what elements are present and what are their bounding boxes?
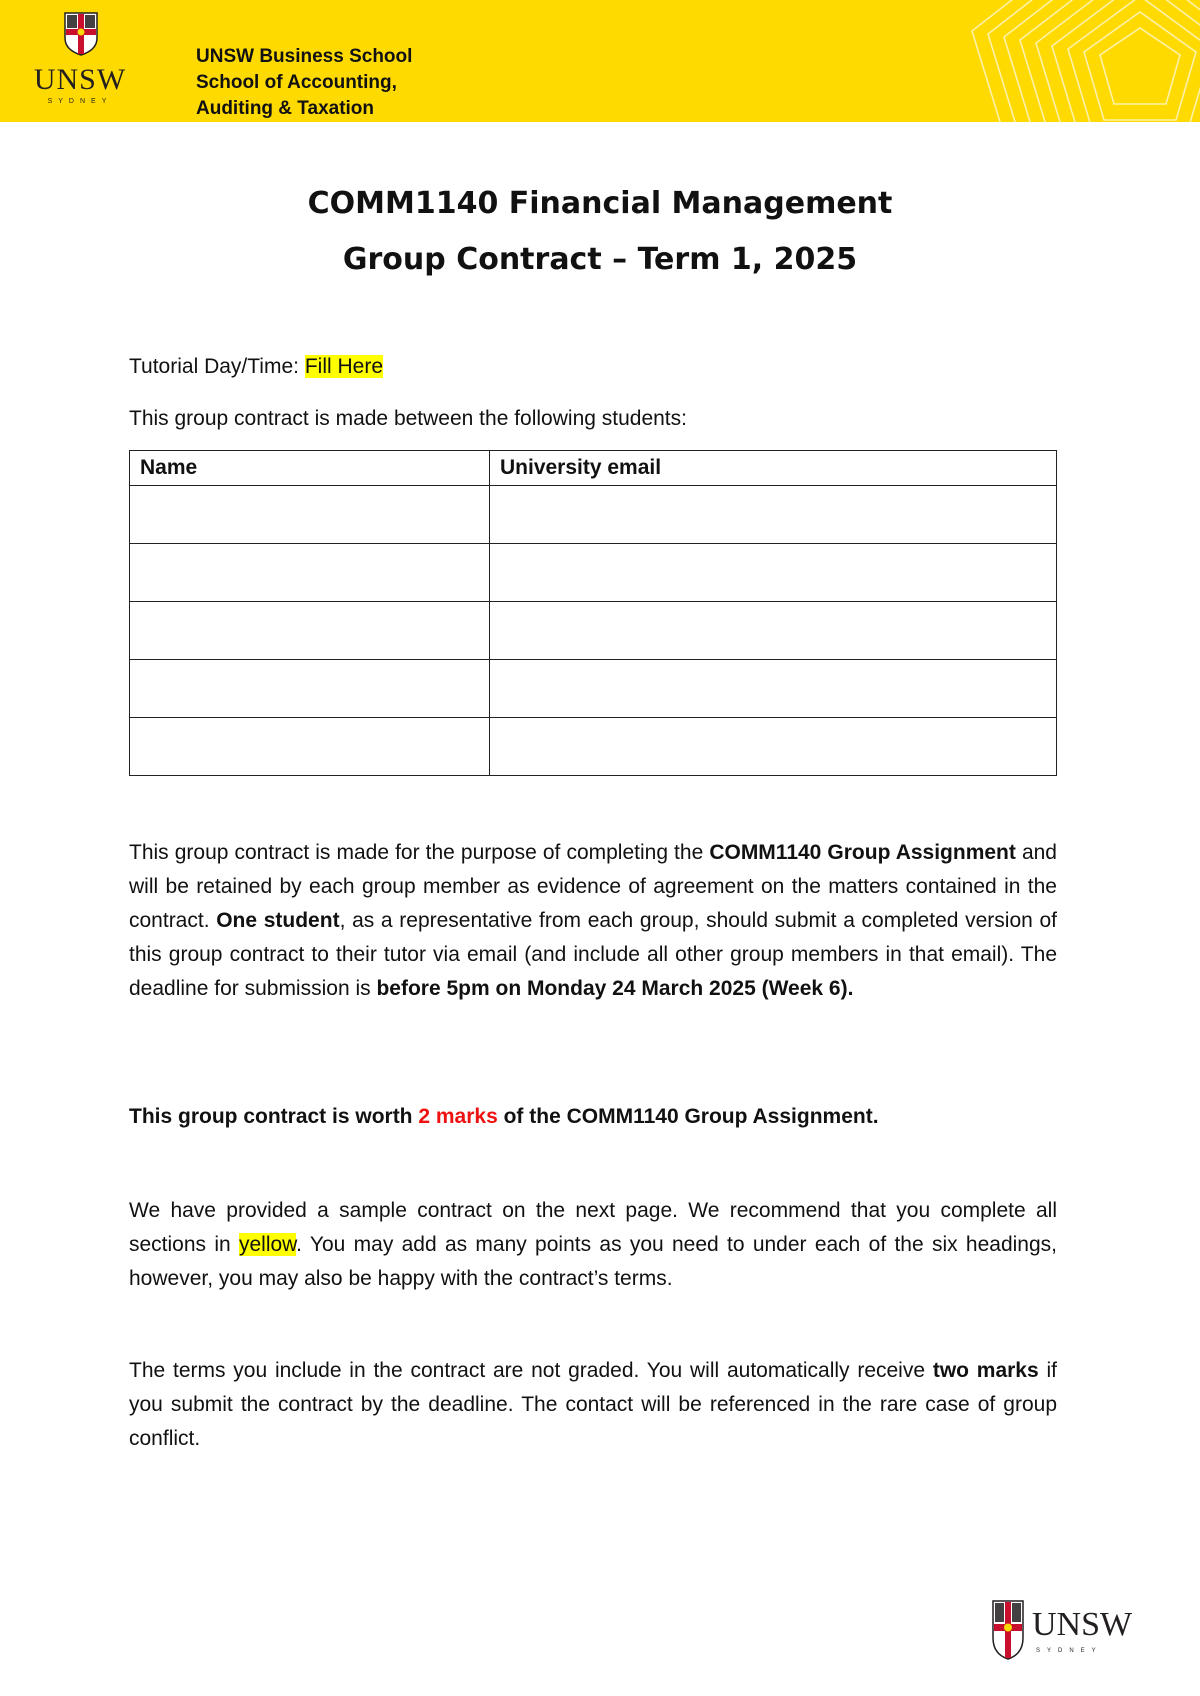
grading-paragraph [129, 1354, 1057, 1456]
table-row [130, 602, 1057, 660]
tutorial-label: Tutorial Day/Time: [129, 355, 305, 378]
table-row [130, 718, 1057, 776]
unsw-location: SYDNEY [1036, 1648, 1103, 1654]
highlighted-word: yellow [238, 1233, 297, 1256]
student-name-cell[interactable] [130, 544, 490, 602]
student-email-cell[interactable] [490, 602, 1057, 660]
student-email-cell[interactable] [490, 486, 1057, 544]
unsw-wordmark: UNSW [33, 63, 127, 96]
bold-run: This group contract is worth [129, 1105, 419, 1128]
table-header-row [130, 451, 1057, 486]
bold-run: two marks [932, 1359, 1039, 1382]
unsw-wordmark: UNSW [1032, 1606, 1133, 1643]
school-line: Auditing & Taxation [196, 98, 375, 119]
header-pattern [720, 0, 1200, 122]
bold-run: . [847, 977, 854, 1000]
unsw-crest-icon [992, 1600, 1024, 1660]
bold-run: One student [216, 909, 340, 932]
unsw-footer-logo [992, 1600, 1142, 1660]
text-run: and will be retained by each group member as evidence of agreement on the matters contained in the contract. [129, 841, 1057, 932]
column-header-name: Name [130, 451, 490, 486]
text-run: if you submit the contract by the deadline. The contact will be referenced in the rare case of group conflict. [129, 1359, 1057, 1450]
school-name-block [196, 44, 412, 122]
table-row [130, 660, 1057, 718]
text-run: , as a representative from each group, should submit a completed version of this group contract to their tutor via email (and include all other group members in that email). The deadline for submission is [129, 909, 1057, 1000]
document-title: COMM1140 Financial Management [307, 186, 893, 221]
unsw-logo [30, 12, 130, 112]
text-run: This group contract is made for the purpose of completing the [129, 841, 710, 864]
bold-run: COMM1140 Group Assignment [709, 841, 1016, 864]
bold-run: of the COMM1140 Group Assignment. [497, 1105, 879, 1128]
text-run: We have provided a sample contract on the next page. We recommend that you complete all sections in [129, 1199, 1057, 1256]
unsw-crest-icon [64, 12, 98, 56]
text-run: The terms you include in the contract are not graded. You will automatically receive [129, 1359, 933, 1382]
tutorial-line [129, 355, 1057, 379]
unsw-location: SYDNEY [47, 98, 113, 105]
document-subtitle: Group Contract – Term 1, 2025 [342, 242, 858, 277]
student-name-cell[interactable] [130, 660, 490, 718]
table-row [130, 544, 1057, 602]
tutorial-value-field[interactable]: Fill Here [304, 355, 384, 378]
table-row [130, 486, 1057, 544]
student-email-cell[interactable] [490, 544, 1057, 602]
marks-paragraph [129, 1100, 1057, 1134]
student-email-cell[interactable] [490, 718, 1057, 776]
pattern-pentagon-8 [988, 0, 1200, 122]
marks-value: 2 marks [418, 1105, 498, 1128]
column-header-email: University email [490, 451, 1057, 486]
school-line: School of Accounting, [196, 72, 397, 93]
sample-contract-paragraph [129, 1194, 1057, 1296]
student-name-cell[interactable] [130, 486, 490, 544]
student-email-cell[interactable] [490, 660, 1057, 718]
student-name-cell[interactable] [130, 602, 490, 660]
header-band [0, 0, 1200, 122]
deadline-text: before 5pm on Monday 24 March 2025 (Week 6) [376, 977, 848, 1000]
intro-text: This group contract is made between the following students: [129, 407, 687, 430]
pattern-pentagon-1 [1100, 28, 1180, 104]
student-name-cell[interactable] [130, 718, 490, 776]
students-table [129, 450, 1057, 776]
purpose-paragraph [129, 836, 1057, 1006]
school-line: UNSW Business School [196, 46, 413, 67]
text-run: . You may add as many points as you need to under each of the six headings, however, you may also be happy with the contract’s terms. [129, 1233, 1057, 1290]
